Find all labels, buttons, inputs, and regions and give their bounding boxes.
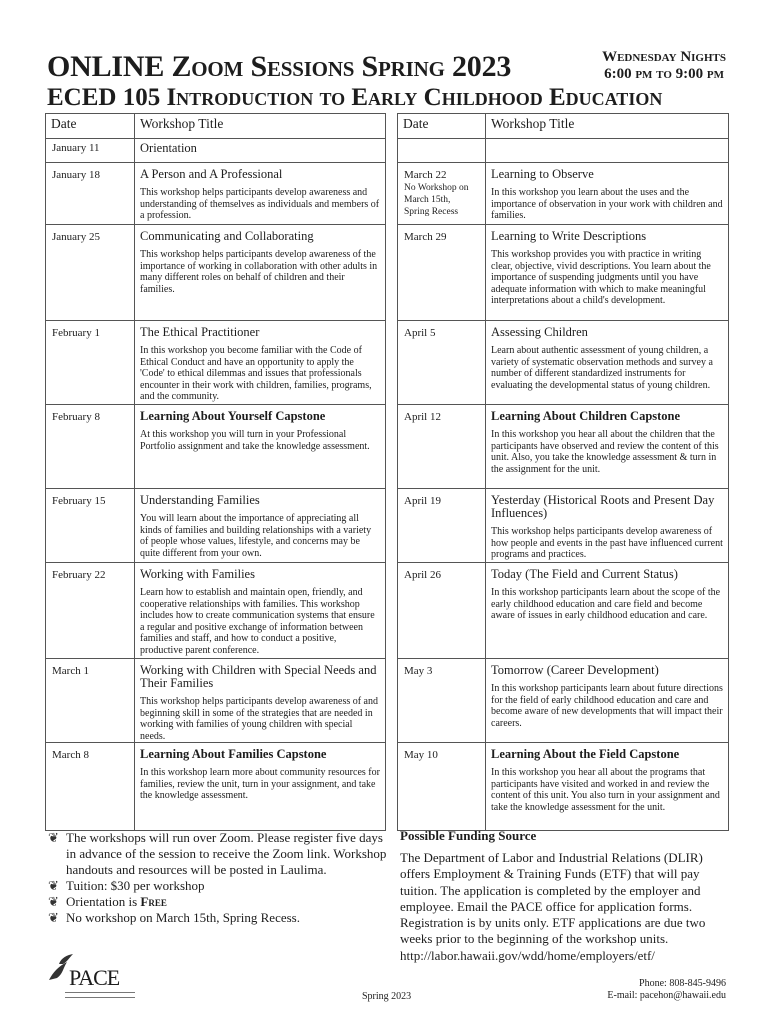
date-cell: January 11 xyxy=(46,139,135,163)
date-cell: February 22 xyxy=(46,563,135,659)
header-workshop: Workshop Title xyxy=(135,114,386,139)
table-row xyxy=(46,743,729,831)
date-cell: May 10 xyxy=(398,743,486,831)
footer-contact xyxy=(607,978,726,1002)
pace-logo xyxy=(45,950,145,1005)
title-cell: Orientation xyxy=(135,139,386,163)
session-time xyxy=(602,49,726,83)
date-cell: March 8 xyxy=(46,743,135,831)
course-title: ECED 105 Introduction to Early Childhood Education xyxy=(47,84,663,111)
workshop-title: Working with Children with Special Needs and Their Families xyxy=(140,663,377,690)
workshop-title: Working with Families xyxy=(140,567,255,581)
workshop-title: Tomorrow (Career Development) xyxy=(491,663,659,677)
workshop-cell xyxy=(486,405,729,489)
workshop-title: Learning About Families Capstone xyxy=(140,747,327,761)
email: E-mail: pacehon@hawaii.edu xyxy=(607,990,726,1001)
header-workshop: Workshop Title xyxy=(486,114,729,139)
workshop-cell xyxy=(486,225,729,321)
workshop-desc: At this workshop you will turn in your Professional Portfolio assignment and take the knowledge assessment. xyxy=(140,429,370,452)
workshop-cell xyxy=(135,659,386,743)
workshop-desc: In this workshop participants learn about future directions for the field of early childhood education and care and become aware of new developments that will impact their careers. xyxy=(491,683,723,729)
list-item: ❦ No workshop on March 15th, Spring Recess. xyxy=(48,910,300,925)
page-title: ONLINE Zoom Sessions Spring 2023 xyxy=(47,50,512,83)
table-row xyxy=(46,659,729,743)
list-item: ❦ The workshops will run over Zoom. Please register five days in advance of the session to receive the Zoom link. Workshop handouts and resources will be posted in Laulima. xyxy=(48,830,387,877)
table-row xyxy=(46,489,729,563)
workshop-cell xyxy=(135,225,386,321)
date-cell: January 25 xyxy=(46,225,135,321)
workshop-desc: This workshop helps participants develop awareness and understanding of themselves as individuals and members of a profession. xyxy=(140,187,380,221)
workshop-cell xyxy=(135,321,386,405)
date-cell: March 1 xyxy=(46,659,135,743)
leaf-bullet-icon: ❦ xyxy=(48,878,59,893)
workshop-title: Learning About the Field Capstone xyxy=(491,747,680,761)
workshop-desc: In this workshop you hear all about the children that the participants have observed and review the content of this unit. Also, you take the knowledge assessment & turn in the assignment for the unit. xyxy=(491,429,719,475)
workshop-cell xyxy=(135,405,386,489)
table-row xyxy=(46,139,729,163)
date-cell: February 8 xyxy=(46,405,135,489)
workshop-title: Assessing Children xyxy=(491,325,588,339)
workshop-title: Learning to Write Descriptions xyxy=(491,229,647,243)
notes-list xyxy=(48,830,388,926)
workshop-cell xyxy=(135,489,386,563)
funding-title: Possible Funding Source xyxy=(400,828,537,843)
table-header-row xyxy=(46,114,729,139)
date-cell: February 1 xyxy=(46,321,135,405)
workshop-cell xyxy=(486,489,729,563)
workshop-title: Learning About Children Capstone xyxy=(491,409,681,423)
table-row xyxy=(46,405,729,489)
list-item: ❦ Orientation is Free xyxy=(48,894,167,909)
schedule-table xyxy=(45,113,729,831)
workshop-desc: In this workshop you hear all about the programs that participants have visited and worked in and review the content of this unit. You also turn in your assignment and take the knowledge assessment for the unit. xyxy=(491,767,720,813)
workshop-desc: In this workshop participants learn about the scope of the early childhood education and care field and become aware of issues in early childhood education and care. xyxy=(491,587,721,621)
table-row xyxy=(46,225,729,321)
workshop-desc: You will learn about the importance of appreciating all kinds of families and building relationships with a variety of people whose values, lifestyle, and concerns may be quite different from your own. xyxy=(140,513,372,559)
footer-season: Spring 2023 xyxy=(362,991,412,1002)
date-cell: April 19 xyxy=(398,489,486,563)
workshop-title: Today (The Field and Current Status) xyxy=(491,567,678,581)
workshop-title: Communicating and Collaborating xyxy=(140,229,314,243)
workshop-desc: In this workshop you learn about the uses and the importance of observation in your work with children and families. xyxy=(491,187,723,221)
workshop-desc: In this workshop learn more about community resources for families, review the unit, turn in your assignment, and take the knowledge assessment. xyxy=(140,767,380,801)
workshop-title: Learning About Yourself Capstone xyxy=(140,409,326,423)
funding-body: The Department of Labor and Industrial Relations (DLIR) offers Employment & Training Funds (ETF) that will pay tuition. The application is completed by the employer and employee. Email the PACE office for application forms. Registration is by units only. ETF applications are due two weeks prior to the beginning of the workshop units. http://labor.hawaii.gov/wdd/home/employers/etf/ xyxy=(400,850,706,963)
leaf-bullet-icon: ❦ xyxy=(48,830,59,845)
list-item: ❦ Tuition: $30 per workshop xyxy=(48,878,205,893)
table-row xyxy=(46,163,729,225)
date-cell: January 18 xyxy=(46,163,135,225)
table-row xyxy=(46,321,729,405)
date-cell: April 5 xyxy=(398,321,486,405)
workshop-title: Understanding Families xyxy=(140,493,260,507)
workshop-cell xyxy=(135,163,386,225)
workshop-desc: Learn how to establish and maintain open, friendly, and cooperative relationships with families. This workshop includes how to create communication systems that ensure a regular and positive exchange of information between families and staff, and how to conduct a positive, productive parent conference. xyxy=(140,587,375,656)
workshop-title: Yesterday (Historical Roots and Present Day Influences) xyxy=(491,493,715,520)
workshop-title: A Person and A Professional xyxy=(140,167,283,181)
workshop-desc: In this workshop you become familiar with the Code of Ethical Conduct and have an opportunity to apply the 'Code' to ethical dilemmas and issues that professionals encounter in their work with children, families, programs, and the community. xyxy=(140,345,372,402)
workshop-cell xyxy=(486,563,729,659)
workshop-cell xyxy=(486,659,729,743)
workshop-title: Learning to Observe xyxy=(491,167,594,181)
logo-text: PACE xyxy=(69,965,120,990)
workshop-cell xyxy=(135,743,386,831)
time-label: 6:00 pm to 9:00 pm xyxy=(604,66,724,82)
date-cell: April 12 xyxy=(398,405,486,489)
recess-note: No Workshop on March 15th, Spring Recess xyxy=(404,183,469,217)
workshop-cell xyxy=(486,743,729,831)
workshop-cell xyxy=(486,321,729,405)
date-cell: February 15 xyxy=(46,489,135,563)
workshop-desc: This workshop provides you with practice in writing clear, objective, vivid descriptions. You learn about the importance of suspending judgments until you have adequate information with which to make meaningful interpretations about a child's development. xyxy=(491,249,711,306)
funding-section xyxy=(400,828,730,964)
table-row xyxy=(46,563,729,659)
date-cell: March 22 No Workshop on March 15th, Spring Recess xyxy=(398,163,486,225)
workshop-desc: This workshop helps participants develop awareness of how people and events in the past have influenced current programs and practices. xyxy=(491,526,723,560)
header-date: Date xyxy=(398,114,486,139)
workshop-title: The Ethical Practitioner xyxy=(140,325,260,339)
date-cell: April 26 xyxy=(398,563,486,659)
leaf-bullet-icon: ❦ xyxy=(48,910,59,925)
workshop-desc: This workshop helps participants develop awareness of the importance of working in collaboration with other adults in many different roles on behalf of children and their families. xyxy=(140,249,378,295)
header-date: Date xyxy=(46,114,135,139)
workshop-desc: This workshop helps participants develop awareness of and beginning skill in some of the strategies that are needed in working with families of young children with special needs. xyxy=(140,696,378,742)
phone: Phone: 808-845-9496 xyxy=(639,978,726,989)
logo-rule xyxy=(65,992,135,998)
nights-label: Wednesday Nights xyxy=(602,49,726,65)
workshop-cell xyxy=(135,563,386,659)
workshop-desc: Learn about authentic assessment of young children, a variety of systematic observation methods and survey a number of different standardized instruments for evaluating the developmental status of young children. xyxy=(491,345,713,391)
date-cell: May 3 xyxy=(398,659,486,743)
workshop-cell xyxy=(486,163,729,225)
date-cell: March 29 xyxy=(398,225,486,321)
leaf-bullet-icon: ❦ xyxy=(48,894,59,909)
